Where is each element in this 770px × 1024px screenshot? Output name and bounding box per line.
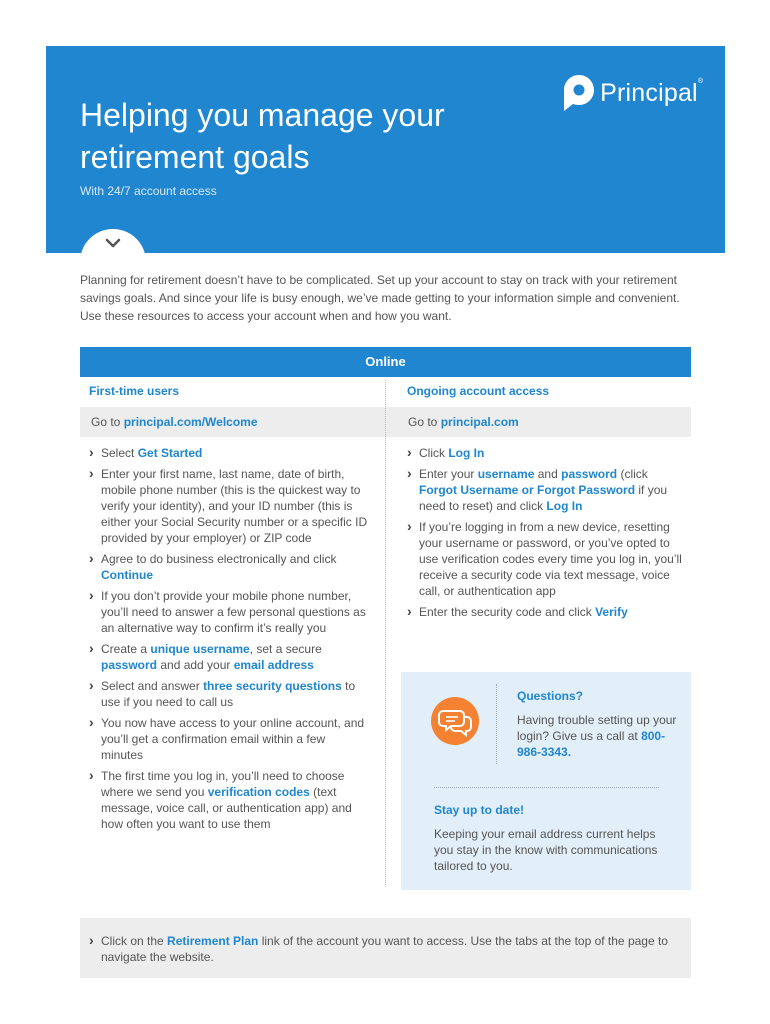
chevron-down-icon (105, 238, 121, 248)
goto-prefix: Go to (408, 415, 441, 429)
step-text: If you don’t provide your mobile phone number, you’ll need to answer a few personal questions as an alternative way to confirm it’s really you (101, 589, 366, 635)
step-text: link of the account you want to access. Use the tabs at the top of the page to navigate the website. (101, 934, 668, 964)
email-address-link[interactable]: email address (233, 658, 314, 672)
get-started-link[interactable]: Get Started (137, 446, 203, 460)
step-text: , set a secure (249, 642, 322, 656)
step-text: and (534, 467, 562, 481)
logo-wordmark: Principal (600, 78, 698, 107)
step-text: Enter your first name, last name, date of birth, mobile phone number (this is the quickest way to verify your identity), and your ID number (this is either your Social Security number or a specific ID provided by your employer) or ZIP code (101, 467, 368, 545)
log-in-link[interactable]: Log In (448, 446, 485, 460)
password-link[interactable]: password (561, 467, 618, 481)
hero-banner (46, 46, 725, 253)
welcome-link[interactable]: principal.com/Welcome (123, 415, 258, 429)
step-text: Enter your (419, 467, 478, 481)
page-title: Helping you manage your retirement goals (80, 97, 445, 175)
verify-link[interactable]: Verify (595, 605, 628, 619)
password-link[interactable]: password (101, 658, 158, 672)
list-item (407, 445, 687, 461)
goto-welcome (91, 415, 258, 429)
step-text: The first time you log in, you’ll need to choose where we send you (101, 769, 345, 799)
principal-link[interactable]: principal.com (440, 415, 519, 429)
step-text: Select and answer (101, 679, 204, 693)
stay-up-to-date-text: Keeping your email address current helps you stay in the know with communications tailored to you. (434, 827, 658, 873)
step-text: If you’re logging in from a new device, resetting your username or password, or you’ve opted to use verification codes every time you log in, you’ll receive a security code via text message, voice call, or authentication app (419, 520, 682, 598)
list-item (89, 588, 369, 636)
goto-prefix: Go to (91, 415, 124, 429)
unique-username-link[interactable]: unique username (150, 642, 250, 656)
first-time-steps (89, 445, 369, 837)
list-item (89, 933, 669, 965)
list-item (89, 551, 369, 583)
ongoing-access-heading: Ongoing account access (407, 384, 550, 398)
first-time-users-heading: First-time users (89, 384, 180, 398)
principal-logo-icon (563, 74, 595, 112)
intro-paragraph: Planning for retirement doesn’t have to be complicated. Set up your account to stay on track with your retirement savings goals. And since your life is busy enough, we’ve made getting to your information simple and convenient. Use these resources to access your account when and how you want. (80, 273, 680, 323)
step-text: Agree to do business electronically and click (101, 552, 337, 566)
step-text: Create a (101, 642, 151, 656)
footer-steps (89, 933, 669, 970)
step-text: Click (419, 446, 449, 460)
logo-trademark: ® (697, 78, 703, 85)
questions-title: Questions? (517, 689, 584, 703)
list-item (89, 715, 369, 763)
step-text: Enter the security code and click (419, 605, 596, 619)
questions-divider (496, 684, 497, 764)
list-item (89, 466, 369, 546)
continue-link[interactable]: Continue (101, 568, 153, 582)
verification-codes-link[interactable]: verification codes (207, 785, 310, 799)
questions-body: Having trouble setting up your login? Give us a call at (517, 713, 677, 743)
log-in-link[interactable]: Log In (546, 499, 583, 513)
online-section-header: Online (80, 347, 691, 377)
list-item (407, 604, 687, 620)
step-text: and add your (157, 658, 234, 672)
step-text: Select (101, 446, 138, 460)
list-item (89, 678, 369, 710)
questions-box (401, 672, 691, 890)
goto-principal (408, 415, 519, 429)
security-questions-link[interactable]: three security questions (203, 679, 342, 693)
step-text: Click on the (101, 934, 168, 948)
list-item (89, 641, 369, 673)
questions-text (517, 712, 677, 760)
list-item (407, 466, 687, 514)
list-item (407, 519, 687, 599)
retirement-plan-link[interactable]: Retirement Plan (167, 934, 259, 948)
username-link[interactable]: username (477, 467, 535, 481)
list-item (89, 445, 369, 461)
stay-up-to-date-title: Stay up to date! (434, 803, 525, 817)
step-text: if you need to reset) and click (419, 483, 668, 513)
ongoing-steps (407, 445, 687, 625)
chat-bubbles-icon (431, 697, 479, 745)
principal-logo[interactable] (563, 74, 703, 112)
step-text: to use if you need to call us (101, 679, 356, 709)
step-text: (click (617, 467, 648, 481)
step-text: (text message, voice call, or authentication app) and how often you want to use them (101, 785, 352, 831)
step-text: You now have access to your online account, and you’ll get a confirmation email within a few minutes (101, 716, 365, 762)
column-divider (385, 380, 386, 885)
page-subtitle: With 24/7 account access (80, 184, 217, 198)
phone-number-link[interactable]: 800-986-3343. (517, 729, 666, 759)
list-item (89, 768, 369, 832)
forgot-credentials-link[interactable]: Forgot Username or Forgot Password (419, 483, 636, 497)
questions-separator (434, 787, 659, 788)
